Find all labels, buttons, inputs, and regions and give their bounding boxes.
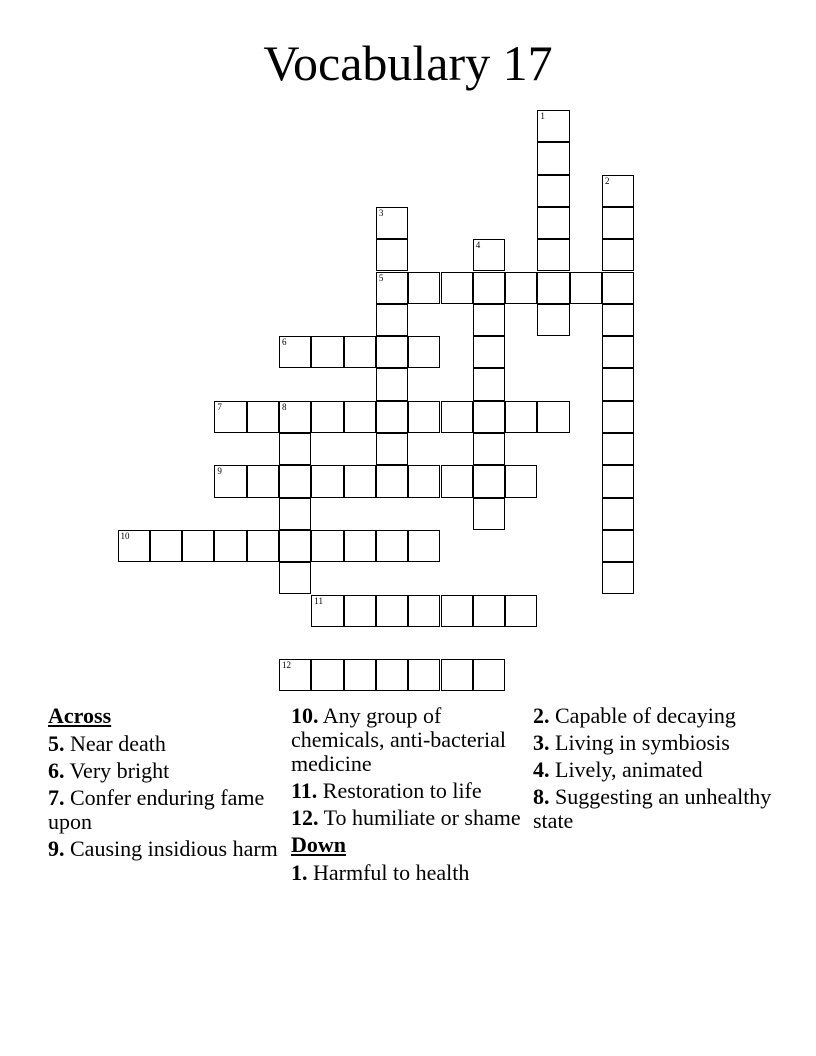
puzzle-title: Vocabulary 17 [263,35,553,91]
grid-cell[interactable] [344,336,376,368]
grid-cell[interactable] [473,401,505,433]
clue-across-10: 10. Any group of chemicals, anti-bacterial medicine [291,703,506,776]
grid-cell[interactable] [150,530,182,562]
grid-cell[interactable] [602,336,634,368]
grid-cell[interactable] [279,336,311,368]
clue-down-1: 1. Harmful to health [291,860,470,885]
grid-cell[interactable] [344,530,376,562]
grid-cell[interactable] [376,530,408,562]
grid-cell[interactable] [408,336,440,368]
grid-cell[interactable] [505,272,537,304]
grid-cell[interactable] [441,465,473,497]
grid-cell[interactable] [441,659,473,691]
grid-cell[interactable] [602,175,634,207]
cell-number: 10 [120,530,130,541]
grid-cell[interactable] [441,401,473,433]
grid-cell[interactable] [602,530,634,562]
grid-cell[interactable] [537,110,569,142]
cell-number: 3 [378,207,384,218]
grid-cell[interactable] [118,530,150,562]
grid-cell[interactable] [247,401,279,433]
cell-number: 11 [314,595,323,606]
cell-number: 2 [605,175,610,186]
grid-cell[interactable] [408,659,440,691]
grid-cell[interactable] [602,239,634,271]
grid-cell[interactable] [537,304,569,336]
grid-cell[interactable] [376,433,408,465]
grid-cell[interactable] [376,336,408,368]
grid-cell[interactable] [473,498,505,530]
grid-cell[interactable] [441,272,473,304]
clue-down-2: 2. Capable of decaying [533,703,736,728]
grid-cell[interactable] [376,207,408,239]
grid-cell[interactable] [376,465,408,497]
grid-cell[interactable] [473,465,505,497]
clue-across-9: 9. Causing insidious harm [48,836,278,861]
grid-cell[interactable] [505,401,537,433]
grid-cell[interactable] [473,595,505,627]
cell-number: 9 [217,466,222,477]
clue-across-11: 11. Restoration to life [291,778,482,803]
grid-cell[interactable] [311,336,343,368]
grid-cell[interactable] [473,304,505,336]
clue-column-1 [48,704,284,864]
grid-cell[interactable] [279,433,311,465]
grid-cell[interactable] [344,659,376,691]
grid-cell[interactable] [537,175,569,207]
cell-number: 5 [378,272,384,283]
grid-cell[interactable] [537,142,569,174]
grid-cell[interactable] [344,401,376,433]
grid-cell[interactable] [279,530,311,562]
grid-cell[interactable] [376,659,408,691]
grid-cell[interactable] [376,272,408,304]
grid-cell[interactable] [376,304,408,336]
cell-number: 1 [540,111,545,121]
grid-cell[interactable] [537,272,569,304]
grid-cell[interactable] [311,595,343,627]
down-heading: Down [291,832,347,857]
grid-cell[interactable] [247,530,279,562]
grid-cell[interactable] [602,433,634,465]
cell-number: 6 [282,337,287,348]
clue-across-7: 7. Confer enduring fame upon [48,785,265,834]
clue-across-5: 5. Near death [48,731,166,756]
clue-across-12: 12. To humiliate or shame [291,805,521,830]
grid-cell[interactable] [279,498,311,530]
grid-cell[interactable] [376,368,408,400]
grid-cell[interactable] [376,239,408,271]
cell-number: 12 [282,660,291,671]
grid-cell[interactable] [537,207,569,239]
clue-across-6: 6. Very bright [48,758,170,783]
grid-cell[interactable] [441,595,473,627]
grid-cell[interactable] [311,530,343,562]
grid-cell[interactable] [376,401,408,433]
cell-number: 8 [282,401,287,412]
grid-cell[interactable] [408,530,440,562]
clue-column-3 [533,704,773,836]
grid-cell[interactable] [602,465,634,497]
grid-cell[interactable] [214,530,246,562]
clue-down-3: 3. Living in symbiosis [533,730,730,755]
grid-cell[interactable] [214,465,246,497]
grid-cell[interactable] [344,465,376,497]
grid-cell[interactable] [279,562,311,594]
grid-cell[interactable] [602,401,634,433]
grid-cell[interactable] [505,595,537,627]
cell-number: 4 [475,240,481,251]
cell-number: 7 [217,401,222,412]
grid-cell[interactable] [247,465,279,497]
grid-cell[interactable] [537,401,569,433]
grid-cell[interactable] [311,465,343,497]
grid-cell[interactable] [408,465,440,497]
grid-cell[interactable] [473,272,505,304]
grid-cell[interactable] [473,368,505,400]
grid-cell[interactable] [602,272,634,304]
grid-cell[interactable] [376,595,408,627]
grid-cell[interactable] [279,401,311,433]
grid-cell[interactable] [602,368,634,400]
grid-cell[interactable] [473,336,505,368]
grid-cell[interactable] [311,401,343,433]
grid-cell[interactable] [602,304,634,336]
grid-cell[interactable] [408,401,440,433]
grid-cell[interactable] [214,401,246,433]
grid-cell[interactable] [279,465,311,497]
grid-cell[interactable] [602,498,634,530]
grid-cell[interactable] [570,272,602,304]
clue-down-4: 4. Lively, animated [533,757,703,782]
grid-cell[interactable] [602,562,634,594]
clue-column-2 [291,704,523,888]
grid-cell[interactable] [473,659,505,691]
grid-cell[interactable] [408,595,440,627]
grid-cell[interactable] [602,207,634,239]
grid-cell[interactable] [505,465,537,497]
grid-cell[interactable] [344,595,376,627]
grid-cell[interactable] [473,433,505,465]
grid-cell[interactable] [473,239,505,271]
clue-down-8: 8. Suggesting an unhealthy state [533,784,772,833]
grid-cell[interactable] [408,272,440,304]
grid-cell[interactable] [311,659,343,691]
grid-cell[interactable] [537,239,569,271]
grid-cell[interactable] [182,530,214,562]
across-heading: Across [48,703,112,728]
grid-cell[interactable] [279,659,311,691]
